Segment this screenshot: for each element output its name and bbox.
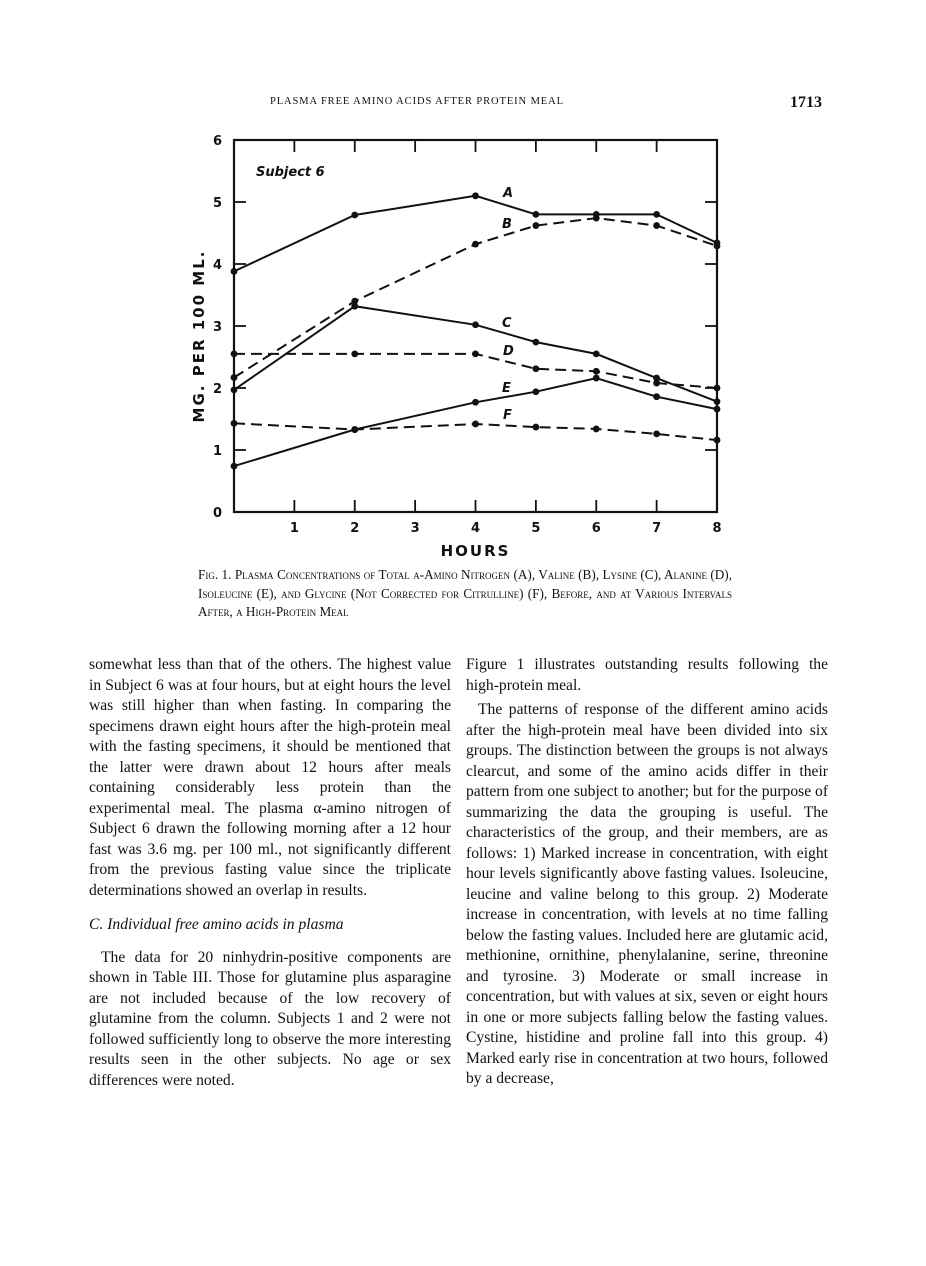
data-point [714,385,721,392]
subject-label: Subject 6 [256,165,325,180]
right-column [466,655,828,1090]
data-point [472,399,479,406]
data-point [532,365,539,372]
y-tick-label: 5 [212,196,222,211]
data-point [714,406,721,413]
paragraph: The data for 20 ninhydrin-positive components are shown in Table III. Those for glutamine plus asparagine are not included because of the low recovery of glutamine from the column. Subjects 1 and 2 were not followed sufficiently long to observe the more interesting results seen in the other subjects. No age or sex differences were noted. [89,948,451,1089]
x-tick-label: 6 [591,521,601,536]
y-tick-label: 2 [212,382,222,397]
data-point [472,351,479,358]
running-head [0,94,926,114]
data-point [351,303,358,310]
x-tick-label: 8 [712,521,722,536]
series-line-d [234,354,717,388]
y-axis-title: MG. PER 100 ML. [190,249,208,423]
series-label-d: D [503,344,514,359]
data-point [532,388,539,395]
data-point [653,211,660,218]
data-point [532,424,539,431]
data-point [714,437,721,444]
data-point [653,380,660,387]
data-point [593,351,600,358]
line-chart [180,125,740,565]
series-label-c: C [502,316,512,331]
x-tick-label: 3 [410,521,420,536]
y-tick-label: 0 [212,506,222,521]
data-point [653,222,660,229]
series-label-a: A [503,186,514,201]
paragraph: The patterns of response of the different amino acids after the high-protein meal have been divided into six groups. The distinction between the groups is not always clearcut, and some of the amino acids differ in their pattern from one subject to another; but for the purpose of summarizing the data the grouping is useful. The characteristics of the group, and their members, are as follows: 1) Marked increase in concentration, with eight hour levels significantly above fasting values. Isoleucine, leucine and valine belong to this group. 2) Moderate increase in concentration, with levels at no time falling below the fasting values. Included here are glutamic acid, methionine, ornithine, phenylalanine, serine, threonine and tyrosine. 3) Moderate or small increase in concentration, but with values at six, seven or eight hours in one or more subjects falling below the fasting values. Cystine, histidine and proline fall into this group. 4) Marked early rise in concentration at two hours, followed by a decrease, [466,701,829,1087]
series-label-e: E [502,381,511,396]
x-axis-title: HOURS [440,542,511,560]
x-tick-label: 5 [531,521,541,536]
data-point [532,211,539,218]
data-point [472,321,479,328]
y-tick-label: 4 [212,258,222,273]
paragraph: Figure 1 illustrates outstanding results following the high-protein meal. [466,656,828,694]
running-title: PLASMA FREE AMINO ACIDS AFTER PROTEIN MEAL [270,96,564,107]
data-point [472,421,479,428]
data-point [653,430,660,437]
x-tick-label: 1 [289,521,299,536]
data-point [351,426,358,433]
page-number: 1713 [790,94,822,111]
data-point [231,374,238,381]
data-point [532,222,539,229]
series-label-b: B [502,217,512,232]
figure-1 [180,125,740,565]
data-point [231,420,238,427]
y-tick-label: 6 [212,134,222,149]
series-line-a [234,196,717,272]
data-point [472,192,479,199]
data-point [231,386,238,393]
data-point [351,351,358,358]
y-tick-label: 3 [212,320,222,335]
data-point [351,212,358,219]
data-point [714,398,721,405]
figure-caption: Fig. 1. Plasma Concentrations of Total α-Amino Nitrogen (A), Valine (B), Lysine (C), Alanine (D), Isoleucine (E), and Glycine (Not Corrected for Citrulline) (F), Before, and at Various Intervals After, a High-Protein Meal [198,567,732,619]
data-point [231,463,238,470]
x-tick-label: 4 [470,521,481,536]
data-point [532,339,539,346]
data-point [593,215,600,222]
data-point [593,426,600,433]
series-label-f: F [503,408,512,423]
data-point [472,241,479,248]
x-tick-label: 2 [350,521,360,536]
section-heading: C. Individual free amino acids in plasma [89,916,344,933]
data-point [653,393,660,400]
data-point [714,243,721,250]
y-tick-label: 1 [212,444,222,459]
paragraph: somewhat less than that of the others. The highest value in Subject 6 was at four hours, but at eight hours the level was still higher than when fasting. In comparing the specimens drawn eight hours after the high-protein meal with the fasting specimens, it should be mentioned that the latter were drawn about 12 hours after meals containing considerably less protein than the experimental meal. The plasma α-amino nitrogen of Subject 6 drawn the following morning after a 12 hour fast was 3.6 mg. per 100 ml., not significantly different from the previous fasting value since the triplicate determinations showed an overlap in results. [89,656,451,899]
x-tick-label: 7 [652,521,662,536]
data-point [231,351,238,358]
left-column [89,655,451,1091]
data-point [231,268,238,275]
data-point [593,375,600,382]
data-point [593,368,600,375]
